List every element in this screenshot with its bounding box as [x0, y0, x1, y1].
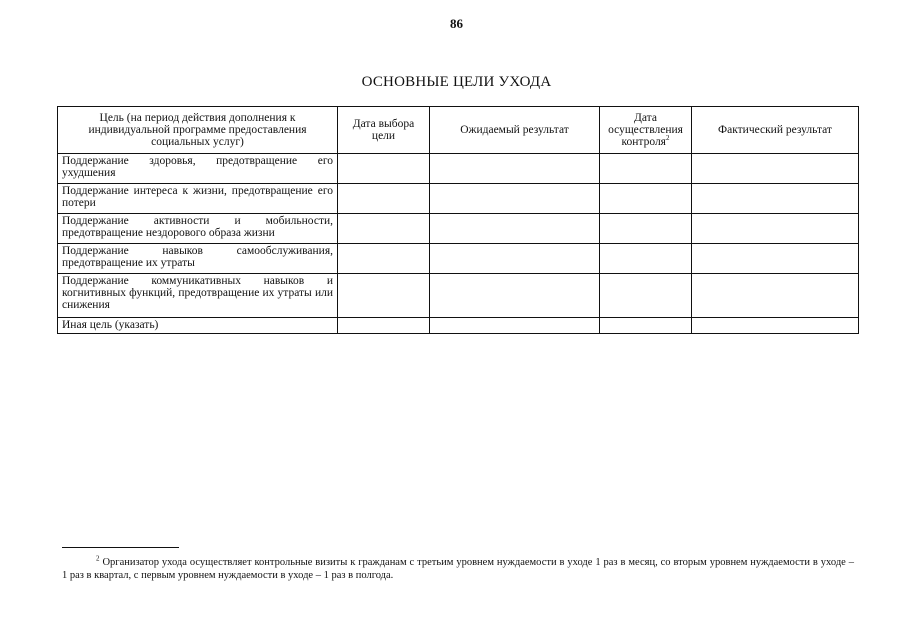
header-control-date [600, 107, 692, 154]
goal-cell: Поддержание здоровья, предотвращение его ухудшения [58, 154, 338, 184]
actual-result-cell [692, 184, 859, 214]
header-control-date-text: Дата осуществления контроля [608, 112, 683, 148]
header-actual-result: Фактический результат [692, 107, 859, 154]
expected-result-cell [430, 214, 600, 244]
selection-date-cell [338, 214, 430, 244]
goal-cell: Поддержание интереса к жизни, предотвращение его потери [58, 184, 338, 214]
goal-cell: Поддержание активности и мобильности, предотвращение нездорового образа жизни [58, 214, 338, 244]
header-goal: Цель (на период действия дополнения к индивидуальной программе предоставления социальных услуг) [58, 107, 338, 154]
header-selection-date: Дата выбора цели [338, 107, 430, 154]
actual-result-cell [692, 214, 859, 244]
selection-date-cell [338, 244, 430, 274]
goal-cell: Поддержание коммуникативных навыков и когнитивных функций, предотвращение их утраты или снижения [58, 274, 338, 318]
expected-result-cell [430, 274, 600, 318]
expected-result-cell [430, 318, 600, 334]
footnote-mark: 2 [665, 134, 670, 143]
table-header-row [58, 107, 859, 154]
table-row [58, 274, 859, 318]
selection-date-cell [338, 318, 430, 334]
footnote-divider [62, 547, 179, 548]
goal-cell: Иная цель (указать) [58, 318, 338, 334]
expected-result-cell [430, 154, 600, 184]
table-row [58, 214, 859, 244]
expected-result-cell [430, 184, 600, 214]
table-row [58, 154, 859, 184]
control-date-cell [600, 318, 692, 334]
table-row [58, 184, 859, 214]
footnote-mark: 2 [96, 554, 100, 563]
goal-cell: Поддержание навыков самообслуживания, предотвращение их утраты [58, 244, 338, 274]
actual-result-cell [692, 244, 859, 274]
table-row [58, 318, 859, 334]
control-date-cell [600, 214, 692, 244]
footnote [62, 556, 854, 582]
control-date-cell [600, 184, 692, 214]
selection-date-cell [338, 184, 430, 214]
page-title: ОСНОВНЫЕ ЦЕЛИ УХОДА [361, 74, 552, 90]
selection-date-cell [338, 154, 430, 184]
control-date-cell [600, 244, 692, 274]
care-goals-table [57, 106, 859, 334]
actual-result-cell [692, 154, 859, 184]
expected-result-cell [430, 244, 600, 274]
control-date-cell [600, 154, 692, 184]
page-number: 86 [450, 16, 463, 31]
footnote-text: Организатор ухода осуществляет контрольные визиты к гражданам с третьим уровнем нуждаемости в уходе 1 раз в месяц, со вторым уровнем нуждаемости в уходе – 1 раз в квартал, с первым уровнем нуждаемости в уходе – 1 раз в полгода. [62, 557, 855, 581]
actual-result-cell [692, 274, 859, 318]
selection-date-cell [338, 274, 430, 318]
actual-result-cell [692, 318, 859, 334]
control-date-cell [600, 274, 692, 318]
header-expected-result: Ожидаемый результат [430, 107, 600, 154]
table-row [58, 244, 859, 274]
